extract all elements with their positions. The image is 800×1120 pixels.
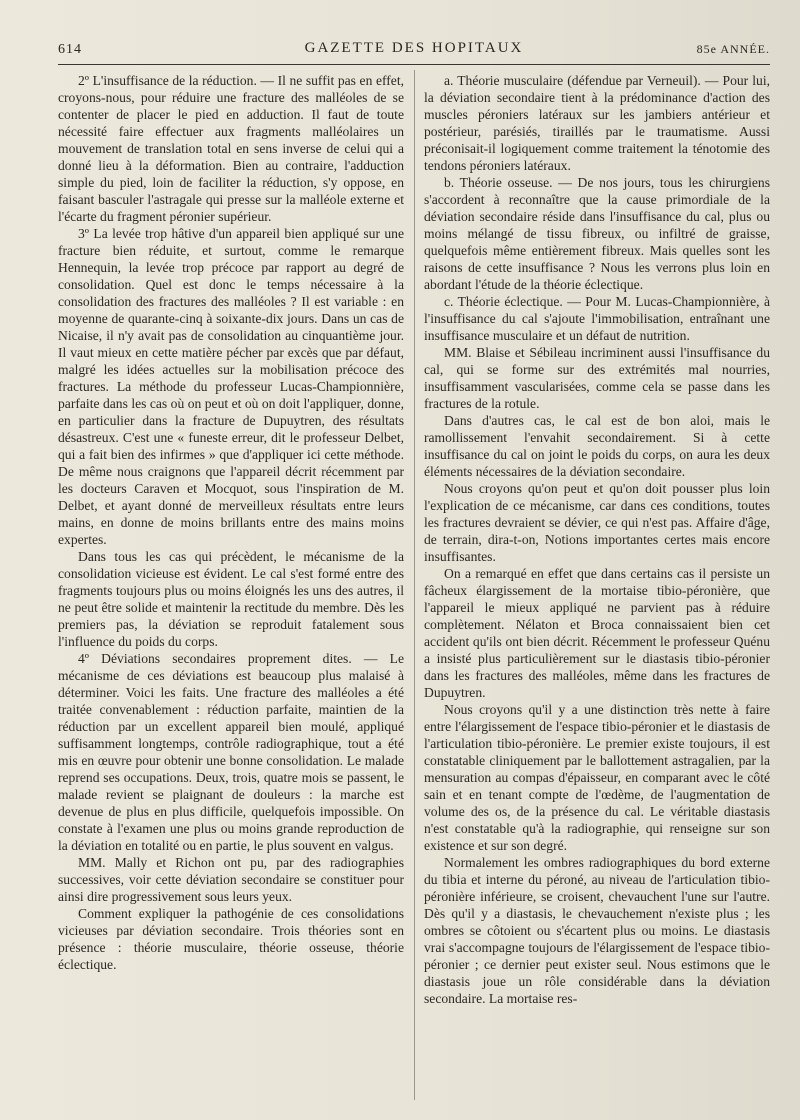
paragraph: Normalement les ombres radiographiques du bord externe du tibia et interne du péroné, au niveau de l'articulation tibio-péronière inférieure, se croisent, chevauchent l'une sur l'autre. Dès qu'il y a diastasis, le chevauchement n'existe plus ; les ombres se côtoient ou s'écartent plus ou moins. Le diastasis vrai s'accompagne toujours de l'élargissement de l'espace tibio-péronier ; ce dernier peut exister seul. Nous estimons que le diastasis joue un rôle considérable dans la déviation secondaire. La mortaise res-	[424, 855, 770, 1006]
right-column	[424, 72, 770, 1007]
left-column	[58, 72, 404, 973]
paragraph: 2º L'insuffisance de la réduction. — Il ne suffit pas en effet, croyons-nous, pour réduire une fracture des malléoles de se contenter de placer le pied en adduction. Il faut de toute nécessité faire effectuer aux fragments malléolaires un mouvement de translation total en sens inverse de celui qui a donné lieu à la déformation. Bien au contraire, l'adduction simple du pied, loin de faciliter la réduction, s'y oppose, en faisant basculer l'astragale qui presse sur la malléole externe et l'écarte du fragment péronier supérieur.	[58, 73, 404, 224]
paragraph: Nous croyons qu'on peut et qu'on doit pousser plus loin l'explication de ce mécanisme, car dans ces conditions, toutes les fractures devraient se dévier, ce qui n'est pas. Affaire d'âge, de terrain, dira-t-on, Notions importantes certes mais encore insuffisantes.	[424, 481, 770, 564]
paragraph: Comment expliquer la pathogénie de ces consolidations vicieuses par déviation secondaire. Trois théories sont en présence : théorie musculaire, théorie osseuse, théorie éclectique.	[58, 906, 404, 972]
paragraph: Nous croyons qu'il y a une distinction très nette à faire entre l'élargissement de l'espace tibio-péronier et le diastasis de l'articulation tibio-péronière. Le premier existe toujours, il est constatable cliniquement par le ballottement astragalien, par la mensuration au compas d'épaisseur, en comparant avec le côté sain et en tenant compte de l'œdème, de l'augmentation de volume des os, de la présence du cal. Le véritable diastasis n'est constatable qu'à la radiographie, qui renseigne sur son existence et sur son degré.	[424, 702, 770, 853]
paragraph: b. Théorie osseuse. — De nos jours, tous les chirurgiens s'accordent à reconnaître que la cause primordiale de la déviation secondaire réside dans l'insuffisance du cal, plus ou moins mélangé de tissu fibreux, ou infiltré de graisse, quelquefois même entièrement fibreux. Mais quelles sont les raisons de cette insuffisance ? Nous les verrons plus loin en abordant l'étude de la théorie éclectique.	[424, 175, 770, 292]
paragraph: On a remarqué en effet que dans certains cas il persiste un fâcheux élargissement de la mortaise tibio-péronière, que l'appareil le mieux appliqué ne parvient pas à réduire complètement. Nélaton et Broca connaissaient bien cet accident qu'ils ont bien décrit. Récemment le professeur Quénu a insisté plus particulièrement sur le diastasis tibio-péronier dans les fractures des malléoles, même dans les fractures de Dupuytren.	[424, 566, 770, 700]
paragraph: MM. Mally et Richon ont pu, par des radiographies successives, voir cette déviation secondaire se constituer pour ainsi dire progressivement sous leurs yeux.	[58, 855, 404, 904]
paragraph: c. Théorie éclectique. — Pour M. Lucas-Championnière, à l'insuffisance du cal s'ajoute l'immobilisation, entraînant une insuffisance musculaire et un défaut de nutrition.	[424, 294, 770, 343]
page-header	[58, 38, 770, 64]
header-rule	[58, 64, 770, 65]
paragraph: 4º Déviations secondaires proprement dites. — Le mécanisme de ces déviations est beaucoup plus malaisé à déterminer. Voici les faits. Une fracture des malléoles a été traitée convenablement : réduction parfaite, maintien de la réduction par un excellent appareil bien moulé, appliqué suffisamment longtemps, contrôle radiographique, tout a été mis en œuvre pour obtenir une bonne consolidation. Le malade reprend ses occupations. Deux, trois, quatre mois se passent, le malade revient se plaignant de douleurs : la marche est devenue de plus en plus difficile, quelquefois impossible. On constate à l'examen une plus ou moins grande reproduction de la déviation en totalité ou en partie, le plus souvent en valgus.	[58, 651, 404, 853]
paragraph: 3º La levée trop hâtive d'un appareil bien appliqué sur une fracture bien réduite, et surtout, comme le remarque Hennequin, la levée trop précoce par rapport au degré de consolidation. Quel est donc le temps nécessaire à la consolidation des fractures des malléoles ? Il est variable : en moyenne de quarante-cinq à soixante-dix jours. Dans un cas de Nicaise, il n'y avait pas de consolidation au cinquantième jour. Il vaut mieux en cette matière pécher par excès que par défaut, malgré les idées actuelles sur la mobilisation précoce des fractures. La méthode du professeur Lucas-Championnière, parfaite dans les cas où on peut et où on doit l'appliquer, donne, en particulier dans la fracture de Dupuytren, des résultats désastreux. C'est une « funeste erreur, dit le professeur Delbet, qui a fait bien des infirmes » que d'appliquer ici cette méthode. De même nous craignons que l'appareil décrit récemment par les docteurs Caraven et Mocquot, sous l'inspiration de M. Delbet, et ayant donné de merveilleux résultats entre leurs mains, en donne de moins brillants entre des mains moins expertes.	[58, 226, 404, 547]
column-separator	[414, 70, 415, 1100]
volume-year: 85e ANNÉE.	[696, 42, 770, 56]
paragraph: Dans d'autres cas, le cal est de bon aloi, mais le ramollissement l'envahit secondairement. Si à cette insuffisance du cal on joint le poids du corps, on aura les deux éléments nécessaires de la déviation secondaire.	[424, 413, 770, 479]
paragraph: a. Théorie musculaire (défendue par Verneuil). — Pour lui, la déviation secondaire tient à la prédominance d'action des muscles péroniers latéraux sur les jambiers antérieur et postérieur, parésiés, tiraillés par le traumatisme. Aussi préconisait-il logiquement comme traitement la ténotomie des tendons péroniers latéraux.	[424, 73, 770, 173]
journal-title: GAZETTE DES HOPITAUX	[304, 40, 524, 56]
page-number: 614	[58, 42, 82, 57]
paragraph: Dans tous les cas qui précèdent, le mécanisme de la consolidation vicieuse est évident. Le cal s'est formé entre des fragments toujours plus ou moins éloignés les uns des autres, il ne peut être solide et maintenir la rectitude du membre. Dès les premiers pas, la déviation se reproduit fatalement sous l'influence du poids du corps.	[58, 549, 404, 649]
paragraph: MM. Blaise et Sébileau incriminent aussi l'insuffisance du cal, qui se forme sur des extrémités mal nourries, insuffisamment vascularisées, comme cela se passe dans les fractures de la rotule.	[424, 345, 770, 411]
